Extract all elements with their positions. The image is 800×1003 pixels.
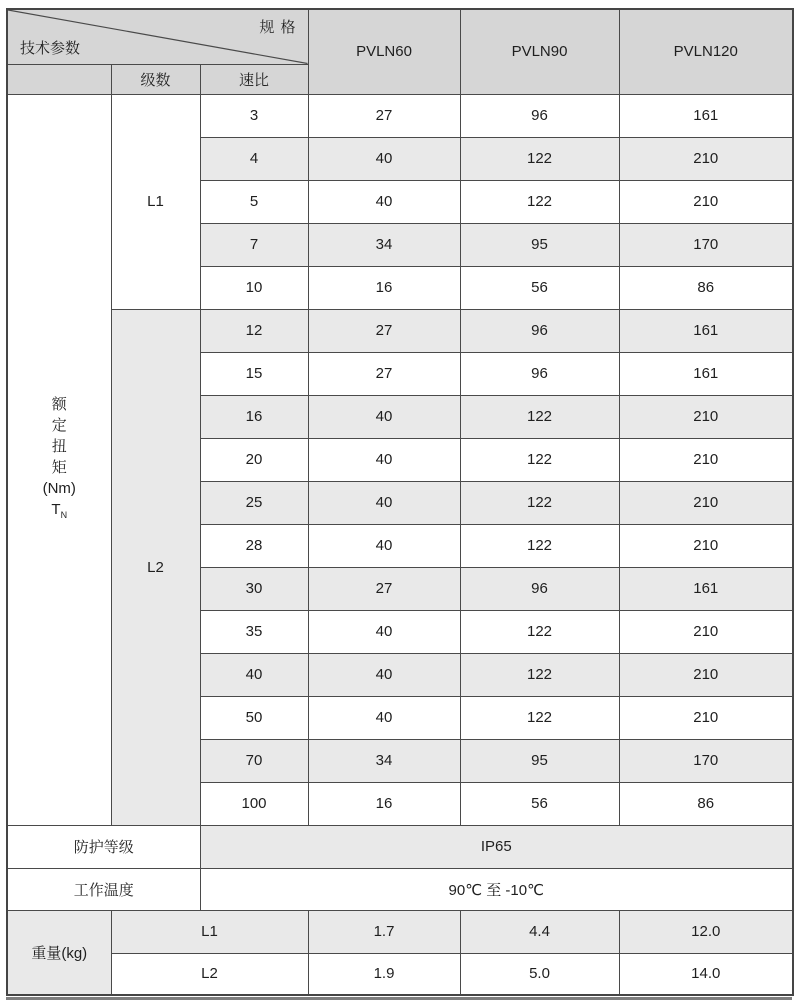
value-cell: 161	[619, 94, 793, 137]
value-cell: 210	[619, 481, 793, 524]
value-cell: 170	[619, 223, 793, 266]
value-cell: 27	[308, 94, 460, 137]
torque-label-unit: (Nm)	[42, 479, 76, 497]
value-cell: 210	[619, 438, 793, 481]
value-cell: 96	[460, 94, 619, 137]
value-cell: 56	[460, 782, 619, 825]
value-cell: 122	[460, 481, 619, 524]
value-cell: 86	[619, 266, 793, 309]
weight-value-cell: 1.9	[308, 953, 460, 995]
value-cell: 27	[308, 567, 460, 610]
value-cell: 210	[619, 610, 793, 653]
ratio-cell: 20	[200, 438, 308, 481]
value-cell: 210	[619, 696, 793, 739]
model-header-pvln90: PVLN90	[460, 9, 619, 94]
stage-cell-l1: L1	[111, 94, 200, 309]
ratio-cell: 35	[200, 610, 308, 653]
value-cell: 40	[308, 137, 460, 180]
value-cell: 16	[308, 782, 460, 825]
value-cell: 96	[460, 309, 619, 352]
corner-param-label: 技术参数	[20, 39, 81, 57]
weight-stage-cell-l1: L1	[111, 910, 308, 953]
value-cell: 40	[308, 180, 460, 223]
weight-label-cell: 重量(kg)	[7, 910, 111, 995]
value-cell: 122	[460, 653, 619, 696]
value-cell: 210	[619, 180, 793, 223]
value-cell: 210	[619, 395, 793, 438]
value-cell: 27	[308, 352, 460, 395]
value-cell: 16	[308, 266, 460, 309]
value-cell: 210	[619, 653, 793, 696]
torque-label-symbol: $T_N$	[51, 500, 68, 520]
ratio-cell: 5	[200, 180, 308, 223]
value-cell: 40	[308, 524, 460, 567]
value-cell: 122	[460, 395, 619, 438]
value-cell: 86	[619, 782, 793, 825]
value-cell: 40	[308, 395, 460, 438]
ratio-cell: 15	[200, 352, 308, 395]
value-cell: 161	[619, 567, 793, 610]
ratio-cell: 10	[200, 266, 308, 309]
temperature-label: 工作温度	[7, 868, 200, 910]
value-cell: 122	[460, 610, 619, 653]
spec-table	[6, 8, 794, 996]
value-cell: 170	[619, 739, 793, 782]
value-cell: 210	[619, 524, 793, 567]
ratio-cell: 50	[200, 696, 308, 739]
ratio-header: 速比	[200, 64, 308, 94]
value-cell: 27	[308, 309, 460, 352]
weight-value-cell: 5.0	[460, 953, 619, 995]
ratio-cell: 4	[200, 137, 308, 180]
value-cell: 122	[460, 438, 619, 481]
ratio-cell: 12	[200, 309, 308, 352]
weight-value-cell: 1.7	[308, 910, 460, 953]
value-cell: 95	[460, 223, 619, 266]
protection-label: 防护等级	[7, 825, 200, 868]
stage-cell-l2: L2	[111, 309, 200, 825]
value-cell: 56	[460, 266, 619, 309]
ratio-cell: 30	[200, 567, 308, 610]
bottom-rule	[6, 997, 792, 1000]
ratio-cell: 40	[200, 653, 308, 696]
value-cell: 122	[460, 180, 619, 223]
value-cell: 96	[460, 567, 619, 610]
value-cell: 161	[619, 352, 793, 395]
torque-label-cn: 额定扭矩	[51, 395, 67, 476]
value-cell: 210	[619, 137, 793, 180]
weight-value-cell: 12.0	[619, 910, 793, 953]
weight-value-cell: 14.0	[619, 953, 793, 995]
value-cell: 95	[460, 739, 619, 782]
value-cell: 96	[460, 352, 619, 395]
ratio-cell: 3	[200, 94, 308, 137]
ratio-cell: 28	[200, 524, 308, 567]
weight-value-cell: 4.4	[460, 910, 619, 953]
value-cell: 40	[308, 696, 460, 739]
model-header-pvln60: PVLN60	[308, 9, 460, 94]
ratio-cell: 100	[200, 782, 308, 825]
value-cell: 122	[460, 524, 619, 567]
temperature-value: 90℃ 至 -10℃	[200, 868, 793, 910]
value-cell: 122	[460, 696, 619, 739]
corner-cell	[7, 9, 308, 64]
value-cell: 40	[308, 610, 460, 653]
ratio-cell: 7	[200, 223, 308, 266]
corner-spec-label: 规 格	[259, 19, 297, 36]
ratio-cell: 70	[200, 739, 308, 782]
torque-label-cell	[7, 94, 111, 825]
value-cell: 40	[308, 653, 460, 696]
value-cell: 34	[308, 739, 460, 782]
value-cell: 161	[619, 309, 793, 352]
stage-header: 级数	[111, 64, 200, 94]
value-cell: 34	[308, 223, 460, 266]
weight-stage-cell-l2: L2	[111, 953, 308, 995]
ratio-cell: 25	[200, 481, 308, 524]
corner-sub-empty-cell	[7, 64, 111, 94]
value-cell: 122	[460, 137, 619, 180]
protection-value: IP65	[200, 825, 793, 868]
model-header-pvln120: PVLN120	[619, 9, 793, 94]
value-cell: 40	[308, 481, 460, 524]
value-cell: 40	[308, 438, 460, 481]
ratio-cell: 16	[200, 395, 308, 438]
